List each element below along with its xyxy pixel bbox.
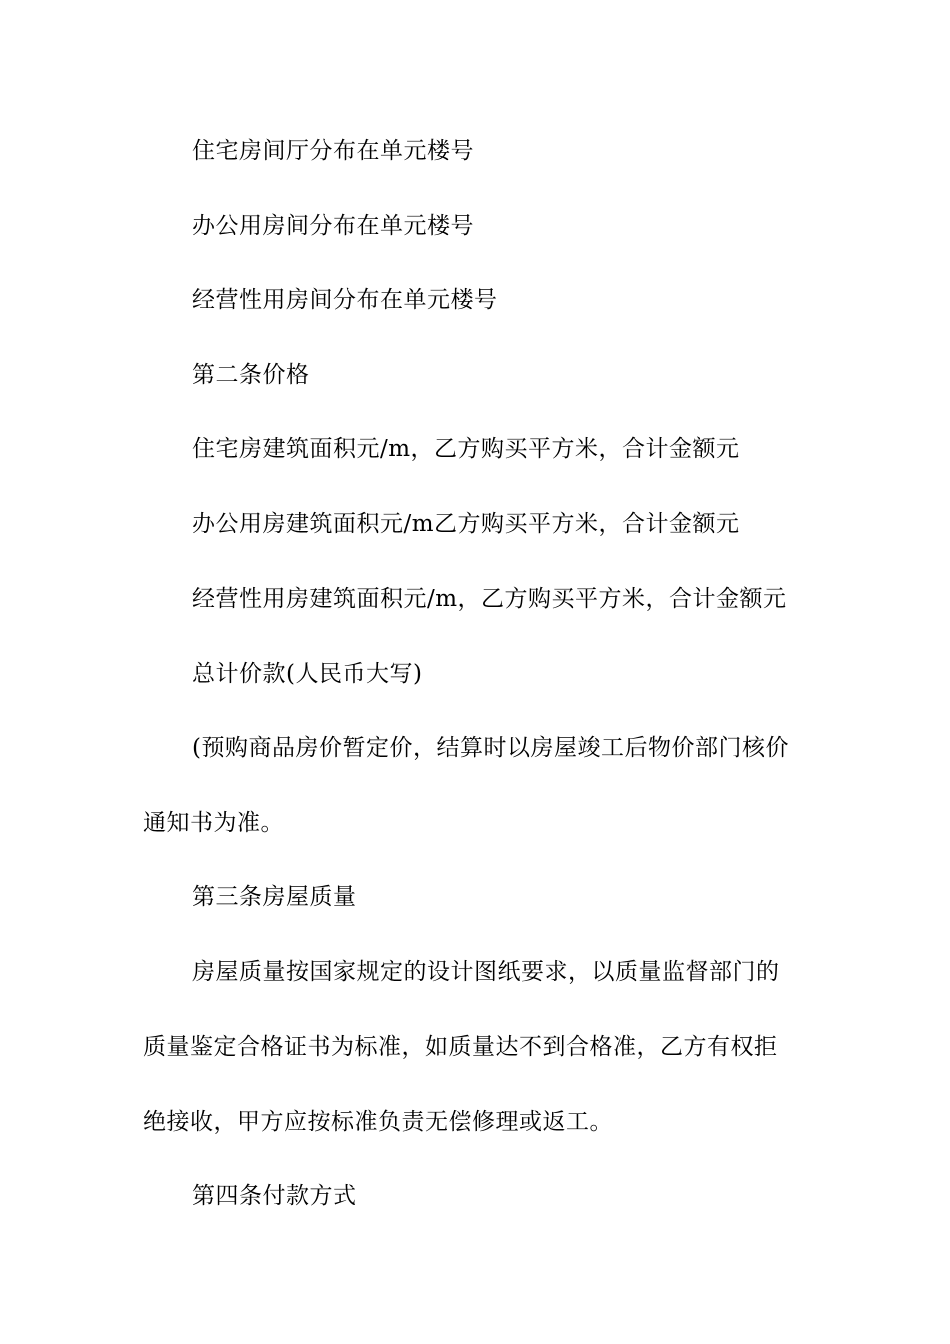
- heading-article-4: 第四条付款方式: [192, 1183, 357, 1209]
- paragraph-commercial-price: 经营性用房建筑面积元/m，乙方购买平方米，合计金额元: [192, 586, 787, 612]
- paragraph-quality-line3: 绝接收，甲方应按标准负责无偿修理或返工。: [143, 1109, 613, 1135]
- paragraph-price-note-line1: (预购商品房价暂定价，结算时以房屋竣工后物价部门核价: [192, 735, 789, 761]
- paragraph-quality-line2: 质量鉴定合格证书为标准，如质量达不到合格准，乙方有权拒: [143, 1034, 778, 1060]
- paragraph-total-price: 总计价款(人民币大写): [192, 661, 423, 687]
- heading-article-2: 第二条价格: [192, 362, 310, 388]
- paragraph-residential-price: 住宅房建筑面积元/m，乙方购买平方米，合计金额元: [192, 436, 740, 462]
- paragraph-residential-distribution: 住宅房间厅分布在单元楼号: [192, 138, 474, 164]
- heading-article-3: 第三条房屋质量: [192, 884, 357, 910]
- paragraph-office-distribution: 办公用房间分布在单元楼号: [192, 213, 474, 239]
- paragraph-commercial-distribution: 经营性用房间分布在单元楼号: [192, 287, 498, 313]
- paragraph-quality-line1: 房屋质量按国家规定的设计图纸要求，以质量监督部门的: [192, 959, 780, 985]
- paragraph-price-note-line2: 通知书为准。: [143, 810, 284, 836]
- paragraph-office-price: 办公用房建筑面积元/m乙方购买平方米，合计金额元: [192, 511, 740, 537]
